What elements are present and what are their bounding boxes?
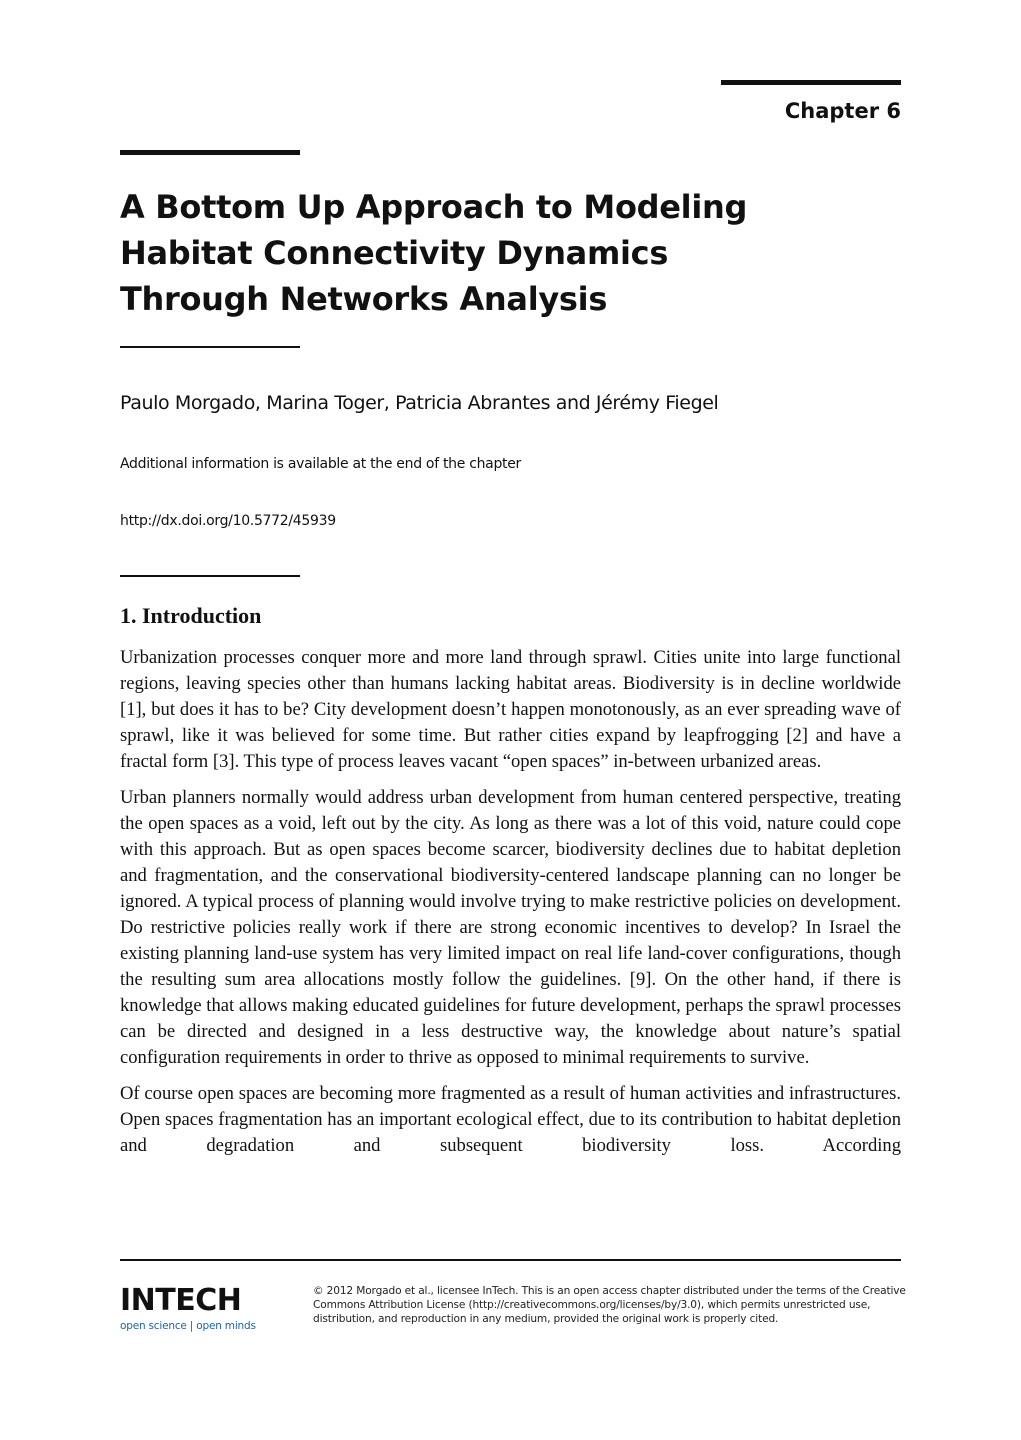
section-heading: 1. Introduction [120,603,262,628]
author-list: Paulo Morgado, Marina Toger, Patricia Abrantes and Jérémy Fiegel [120,392,719,414]
title-line: A Bottom Up Approach to Modeling [120,188,748,226]
logo-tagline: open science | open minds [120,1320,256,1332]
title-line: Through Networks Analysis [120,280,608,318]
publisher-logo [120,1285,256,1332]
doi-link[interactable]: http://dx.doi.org/10.5772/45939 [120,513,336,529]
chapter-rule [721,80,901,85]
paragraph: Urbanization processes conquer more and more land through sprawl. Cities unite into large functional regions, leaving species other than humans lacking habitat areas. Biodiversity is in decline worldwide [1], but does it has to be? City development doesn’t happen monotonously, as an ever spreading wave of sprawl, like it was believed for some time. But rather cities expand by leapfrogging [2] and have a fractal form [3]. This type of process leaves vacant “open spaces” in-between urbanized areas. [120,647,901,772]
chapter-title [120,184,747,322]
logo-wordmark: INTECH [120,1283,242,1318]
license-notice: © 2012 Morgado et al., licensee InTech. This is an open access chapter distributed under the terms of the Creative Commons Attribution License (http://creativecommons.org/licenses/by/3.0), which permits unrestricted use, distribution, and reproduction in any medium, provided the original work is properly cited. [313,1285,906,1325]
paragraph: Of course open spaces are becoming more fragmented as a result of human activities and infrastructures. Open spaces fragmentation has an important ecological effect, due to its contribution to habitat depletion and degradation and subsequent biodiversity loss. According [120,1083,901,1156]
additional-info-note: Additional information is available at the end of the chapter [120,456,521,472]
title-line: Habitat Connectivity Dynamics [120,234,669,272]
title-bottom-rule [120,346,300,348]
chapter-label: Chapter 6 [784,99,901,123]
paragraph: Urban planners normally would address urban development from human centered perspective, treating the open spaces as a void, left out by the city. As long as there was a lot of this void, nature could cope with this approach. But as open spaces become scarcer, biodiversity declines due to habitat depletion and fragmentation, and the conservational biodiversity-centered landscape planning can no longer be ignored. A typical process of planning would involve trying to make restrictive policies on development. Do restrictive policies really work if there are strong economic incentives to develop? In Israel the existing planning land-use system has very limited impact on real life land-cover configurations, though the resulting sum area allocations mostly follow the guidelines. [9]. On the other hand, if there is knowledge that allows making educated guidelines for future development, perhaps the sprawl processes can be directed and designed in a less destructive way, the knowledge about nature’s spatial configuration requirements in order to thrive as opposed to minimal requirements to survive. [120,787,901,1068]
section-rule [120,575,300,577]
title-top-rule [120,150,300,155]
footer-rule [120,1259,901,1261]
section-body [120,645,901,1169]
